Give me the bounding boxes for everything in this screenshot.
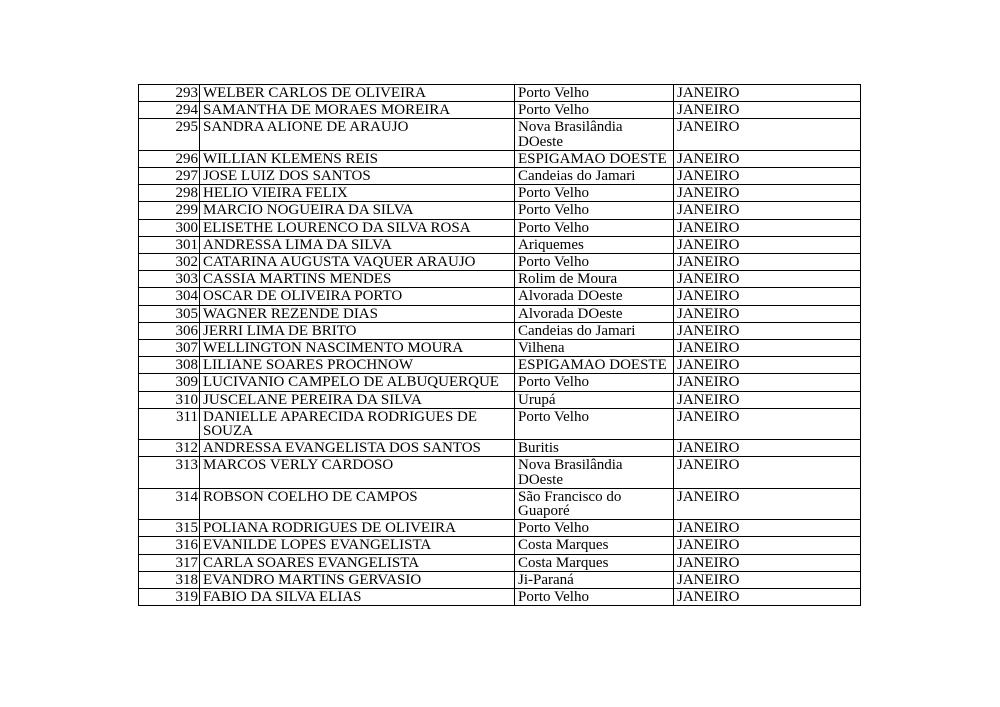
row-number-cell: 302	[139, 254, 200, 271]
city-cell: Porto Velho	[515, 408, 674, 439]
city-cell: Vilhena	[515, 340, 674, 357]
name-cell: ANDRESSA LIMA DA SILVA	[200, 236, 515, 253]
month-cell: JANEIRO	[674, 571, 861, 588]
row-number-cell: 300	[139, 219, 200, 236]
table-row	[139, 168, 861, 185]
row-number-cell: 318	[139, 571, 200, 588]
city-cell: Urupá	[515, 391, 674, 408]
row-number-cell: 305	[139, 305, 200, 322]
row-number-cell: 308	[139, 357, 200, 374]
table-row	[139, 408, 861, 439]
month-cell: JANEIRO	[674, 85, 861, 102]
city-cell: Porto Velho	[515, 202, 674, 219]
city-cell: São Francisco do Guaporé	[515, 488, 674, 519]
month-cell: JANEIRO	[674, 102, 861, 119]
row-number-cell: 303	[139, 271, 200, 288]
row-number-cell: 316	[139, 537, 200, 554]
city-cell: Porto Velho	[515, 219, 674, 236]
month-cell: JANEIRO	[674, 236, 861, 253]
city-cell: Porto Velho	[515, 185, 674, 202]
name-cell: OSCAR DE OLIVEIRA PORTO	[200, 288, 515, 305]
table-row	[139, 488, 861, 519]
month-cell: JANEIRO	[674, 520, 861, 537]
month-cell: JANEIRO	[674, 254, 861, 271]
name-cell: WAGNER REZENDE DIAS	[200, 305, 515, 322]
table-row	[139, 219, 861, 236]
table-row	[139, 391, 861, 408]
name-cell: LUCIVANIO CAMPELO DE ALBUQUERQUE	[200, 374, 515, 391]
row-number-cell: 295	[139, 119, 200, 150]
month-cell: JANEIRO	[674, 589, 861, 606]
city-cell: Porto Velho	[515, 589, 674, 606]
city-cell: Porto Velho	[515, 102, 674, 119]
row-number-cell: 315	[139, 520, 200, 537]
table-row	[139, 357, 861, 374]
name-cell: CARLA SOARES EVANGELISTA	[200, 554, 515, 571]
city-cell: Costa Marques	[515, 537, 674, 554]
name-cell: JUSCELANE PEREIRA DA SILVA	[200, 391, 515, 408]
row-number-cell: 299	[139, 202, 200, 219]
name-cell: POLIANA RODRIGUES DE OLIVEIRA	[200, 520, 515, 537]
beneficiary-table	[138, 84, 861, 606]
row-number-cell: 317	[139, 554, 200, 571]
table-row	[139, 305, 861, 322]
table-row	[139, 374, 861, 391]
city-cell: Ariquemes	[515, 236, 674, 253]
name-cell: ELISETHE LOURENCO DA SILVA ROSA	[200, 219, 515, 236]
table-row	[139, 202, 861, 219]
name-cell: DANIELLE APARECIDA RODRIGUES DE SOUZA	[200, 408, 515, 439]
city-cell: Porto Velho	[515, 85, 674, 102]
row-number-cell: 314	[139, 488, 200, 519]
table-row	[139, 102, 861, 119]
month-cell: JANEIRO	[674, 357, 861, 374]
month-cell: JANEIRO	[674, 391, 861, 408]
month-cell: JANEIRO	[674, 537, 861, 554]
city-cell: Candeias do Jamari	[515, 322, 674, 339]
row-number-cell: 298	[139, 185, 200, 202]
row-number-cell: 304	[139, 288, 200, 305]
table-row	[139, 85, 861, 102]
row-number-cell: 306	[139, 322, 200, 339]
row-number-cell: 296	[139, 150, 200, 167]
table-row	[139, 520, 861, 537]
city-cell: Porto Velho	[515, 520, 674, 537]
month-cell: JANEIRO	[674, 374, 861, 391]
table-body	[139, 85, 861, 606]
table-row	[139, 571, 861, 588]
table-row	[139, 150, 861, 167]
table-row	[139, 589, 861, 606]
month-cell: JANEIRO	[674, 322, 861, 339]
row-number-cell: 313	[139, 457, 200, 488]
name-cell: MARCIO NOGUEIRA DA SILVA	[200, 202, 515, 219]
table-row	[139, 288, 861, 305]
city-cell: Alvorada DOeste	[515, 288, 674, 305]
month-cell: JANEIRO	[674, 554, 861, 571]
city-cell: ESPIGAMAO DOESTE	[515, 357, 674, 374]
month-cell: JANEIRO	[674, 288, 861, 305]
row-number-cell: 297	[139, 168, 200, 185]
city-cell: Candeias do Jamari	[515, 168, 674, 185]
row-number-cell: 293	[139, 85, 200, 102]
row-number-cell: 307	[139, 340, 200, 357]
city-cell: Porto Velho	[515, 254, 674, 271]
name-cell: WELLINGTON NASCIMENTO MOURA	[200, 340, 515, 357]
row-number-cell: 312	[139, 440, 200, 457]
month-cell: JANEIRO	[674, 119, 861, 150]
city-cell: ESPIGAMAO DOESTE	[515, 150, 674, 167]
month-cell: JANEIRO	[674, 185, 861, 202]
name-cell: HELIO VIEIRA FELIX	[200, 185, 515, 202]
name-cell: CATARINA AUGUSTA VAQUER ARAUJO	[200, 254, 515, 271]
row-number-cell: 319	[139, 589, 200, 606]
row-number-cell: 294	[139, 102, 200, 119]
table-row	[139, 457, 861, 488]
name-cell: WILLIAN KLEMENS REIS	[200, 150, 515, 167]
row-number-cell: 310	[139, 391, 200, 408]
row-number-cell: 311	[139, 408, 200, 439]
city-cell: Rolim de Moura	[515, 271, 674, 288]
month-cell: JANEIRO	[674, 340, 861, 357]
name-cell: JOSE LUIZ DOS SANTOS	[200, 168, 515, 185]
name-cell: SAMANTHA DE MORAES MOREIRA	[200, 102, 515, 119]
name-cell: FABIO DA SILVA ELIAS	[200, 589, 515, 606]
table-row	[139, 236, 861, 253]
city-cell: Costa Marques	[515, 554, 674, 571]
name-cell: ROBSON COELHO DE CAMPOS	[200, 488, 515, 519]
month-cell: JANEIRO	[674, 440, 861, 457]
table-row	[139, 440, 861, 457]
city-cell: Ji-Paraná	[515, 571, 674, 588]
month-cell: JANEIRO	[674, 408, 861, 439]
month-cell: JANEIRO	[674, 271, 861, 288]
table-row	[139, 254, 861, 271]
table-row	[139, 185, 861, 202]
month-cell: JANEIRO	[674, 202, 861, 219]
city-cell: Buritis	[515, 440, 674, 457]
city-cell: Nova Brasilândia DOeste	[515, 119, 674, 150]
city-cell: Nova Brasilândia DOeste	[515, 457, 674, 488]
table-row	[139, 340, 861, 357]
table-row	[139, 554, 861, 571]
name-cell: WELBER CARLOS DE OLIVEIRA	[200, 85, 515, 102]
month-cell: JANEIRO	[674, 168, 861, 185]
name-cell: SANDRA ALIONE DE ARAUJO	[200, 119, 515, 150]
name-cell: MARCOS VERLY CARDOSO	[200, 457, 515, 488]
city-cell: Alvorada DOeste	[515, 305, 674, 322]
month-cell: JANEIRO	[674, 305, 861, 322]
table-row	[139, 322, 861, 339]
month-cell: JANEIRO	[674, 457, 861, 488]
row-number-cell: 301	[139, 236, 200, 253]
name-cell: ANDRESSA EVANGELISTA DOS SANTOS	[200, 440, 515, 457]
name-cell: CASSIA MARTINS MENDES	[200, 271, 515, 288]
table-row	[139, 537, 861, 554]
month-cell: JANEIRO	[674, 488, 861, 519]
month-cell: JANEIRO	[674, 150, 861, 167]
table-row	[139, 271, 861, 288]
month-cell: JANEIRO	[674, 219, 861, 236]
table-row	[139, 119, 861, 150]
row-number-cell: 309	[139, 374, 200, 391]
name-cell: EVANDRO MARTINS GERVASIO	[200, 571, 515, 588]
name-cell: LILIANE SOARES PROCHNOW	[200, 357, 515, 374]
name-cell: JERRI LIMA DE BRITO	[200, 322, 515, 339]
name-cell: EVANILDE LOPES EVANGELISTA	[200, 537, 515, 554]
city-cell: Porto Velho	[515, 374, 674, 391]
document-page	[138, 84, 860, 606]
